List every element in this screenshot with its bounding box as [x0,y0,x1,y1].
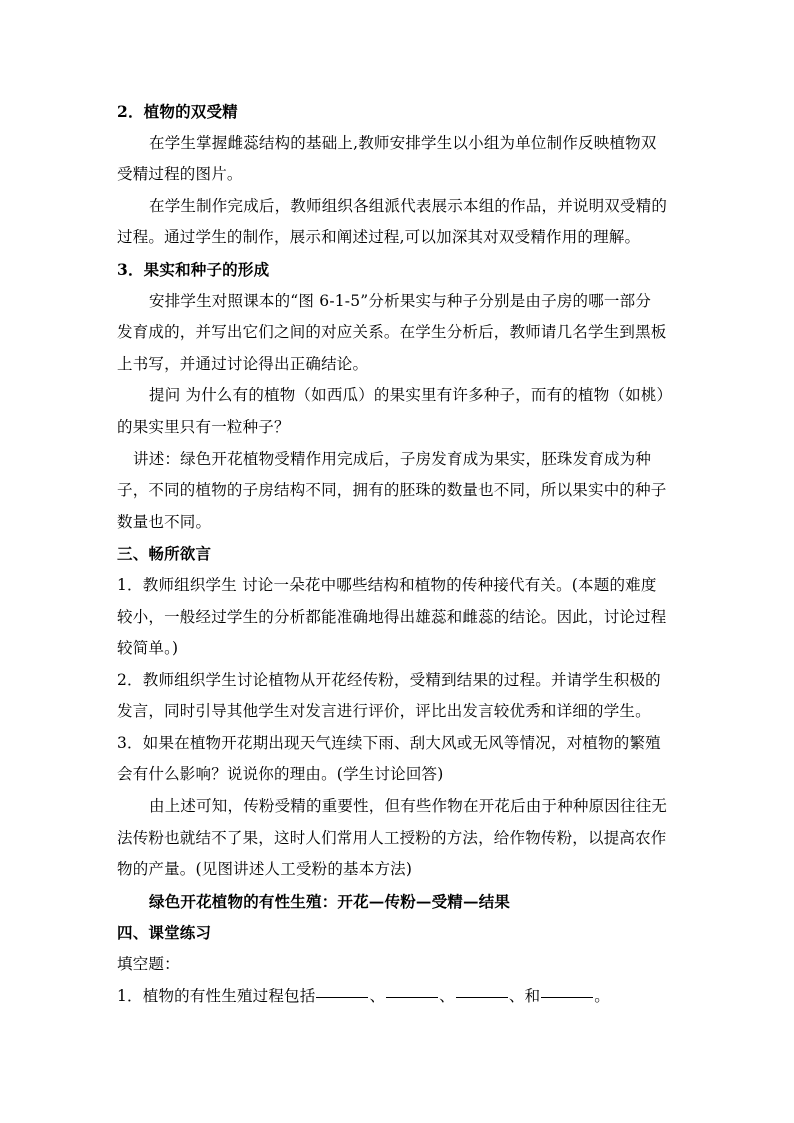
part-heading-exercise: 四、课堂练习 [117,923,212,943]
list-item-line: 较简单。) [117,639,179,658]
list-item-line: 发言，同时引导其他学生对发言进行评价，评比出发言较优秀和详细的学生。 [117,702,651,721]
paragraph-line: 发育成的，并写出它们之间的对应关系。在学生分析后，教师请几名学生到黑板 [117,323,667,342]
part-heading-discussion: 三、畅所欲言 [117,544,212,564]
paragraph-line: 在学生制作完成后，教师组织各组派代表展示本组的作品，并说明双受精的 [149,196,668,215]
document-body [117,96,677,1012]
end-mark: 。 [594,986,610,1005]
paragraph-line: 过程。通过学生的制作，展示和阐述过程,可以加深其对双受精作用的理解。 [117,228,641,247]
separator: 、 [439,986,455,1005]
list-item-line: 较小，一般经过学生的分析都能准确地得出雄蕊和雌蕊的结论。因此，讨论过程 [117,607,667,626]
question-line: 的果实里只有一粒种子？ [117,417,290,436]
question-line: 提问 为什么有的植物（如西瓜）的果实里有许多种子，而有的植物（如桃） [149,386,673,405]
paragraph-line: 安排学生对照课本的“图 6-1-5”分析果实与种子分别是由子房的哪一部分 [149,291,652,310]
separator: 、 [369,986,386,1005]
paragraph-line: 在学生掌握雌蕊结构的基础上,教师安排学生以小组为单位制作反映植物双 [149,133,657,152]
explanation-line: 数量也不同。 [117,512,212,531]
list-item-line: 2．教师组织学生讨论植物从开花经传粉，受精到结果的过程。并请学生积极的 [117,670,661,689]
section-heading-double-fertilization: 2．植物的双受精 [117,102,238,121]
explanation-line: 子，不同的植物的子房结构不同，拥有的胚珠的数量也不同，所以果实中的种子 [117,481,667,500]
list-item-line: 会有什么影响？说说你的理由。(学生讨论回答) [117,765,444,784]
list-item-line: 1．教师组织学生 讨论一朵花中哪些结构和植物的传种接代有关。(本题的难度 [117,575,657,594]
exercise-question-1 [117,981,677,1013]
paragraph-line: 物的产量。(见图讲述人工受粉的基本方法) [117,860,413,879]
separator: 、和 [508,986,541,1005]
section-heading-fruit-seed: 3．果实和种子的形成 [117,259,270,279]
paragraph-line: 法传粉也就结不了果，这时人们常用人工授粉的方法，给作物传粉，以提高农作 [117,828,667,847]
answer-blank-1[interactable] [316,996,368,998]
answer-blank-4[interactable] [541,996,593,998]
paragraph-line: 由上述可知，传粉受精的重要性，但有些作物在开花后由于种种原因往往无 [149,797,668,816]
answer-blank-3[interactable] [456,996,508,998]
fill-in-label: 填空题： [117,955,180,974]
list-item-line: 3．如果在植物开花期出现天气连续下雨、刮大风或无风等情况，对植物的繁殖 [117,733,661,752]
summary-line: 绿色开花植物的有性生殖：开花—传粉—受精—结果 [149,891,511,911]
question-text: 1．植物的有性生殖过程包括 [117,986,316,1005]
paragraph-line: 受精过程的图片。 [117,165,243,184]
answer-blank-2[interactable] [386,996,438,998]
explanation-line: 讲述：绿色开花植物受精作用完成后，子房发育成为果实，胚珠发育成为种 [133,449,652,468]
paragraph-line: 上书写，并通过讨论得出正确结论。 [117,354,369,373]
